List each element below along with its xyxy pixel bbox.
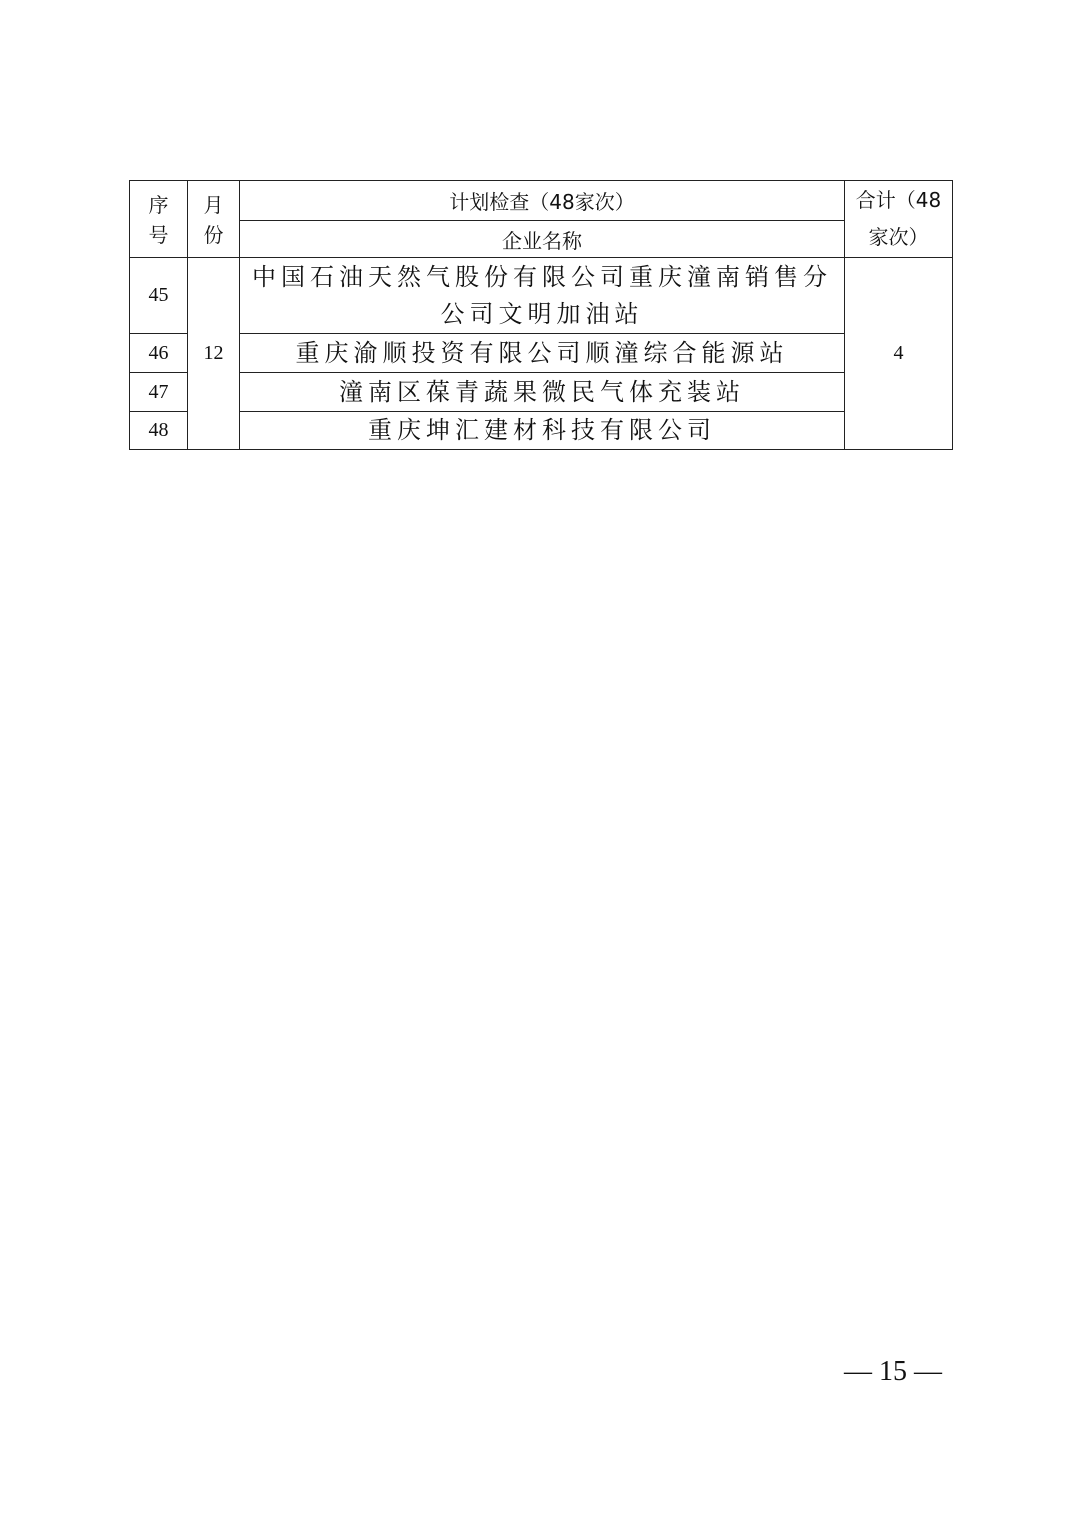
table-subheader-row [130,221,953,258]
company-cell [240,334,845,373]
total-cell: 4 [845,258,953,450]
inspection-plan-table [129,180,953,450]
header-month-line2: 份 [203,223,224,247]
row-number: 45 [130,258,188,334]
header-month [188,181,240,258]
row-number: 46 [130,334,188,373]
header-seq [130,181,188,258]
header-seq-line1: 序 [148,193,169,217]
company-name: 重庆坤汇建材科技有限公司 [368,416,716,444]
header-company-name: 企业名称 [240,221,845,258]
header-seq-line2: 号 [148,223,169,247]
table-row [130,258,953,334]
page-number: — 15 — [844,1356,942,1387]
header-total [845,181,953,258]
row-number: 47 [130,373,188,412]
table-row [130,412,953,450]
company-name: 中国石油天然气股份有限公司重庆潼南销售分公司文明加油站 [252,262,832,328]
header-plan: 计划检查（48家次） [240,181,845,221]
header-total-text: 合计（48家次） [855,188,942,249]
month-cell: 12 [188,258,240,450]
header-month-line1: 月 [203,193,224,217]
table-header-row [130,181,953,221]
table-row [130,373,953,412]
company-name: 重庆渝顺投资有限公司顺潼综合能源站 [295,338,789,367]
company-cell [240,373,845,412]
company-cell [240,258,845,334]
row-number: 48 [130,412,188,450]
table-row [130,334,953,373]
company-name: 潼南区葆青蔬果微民气体充装站 [339,377,745,406]
company-cell [240,412,845,450]
